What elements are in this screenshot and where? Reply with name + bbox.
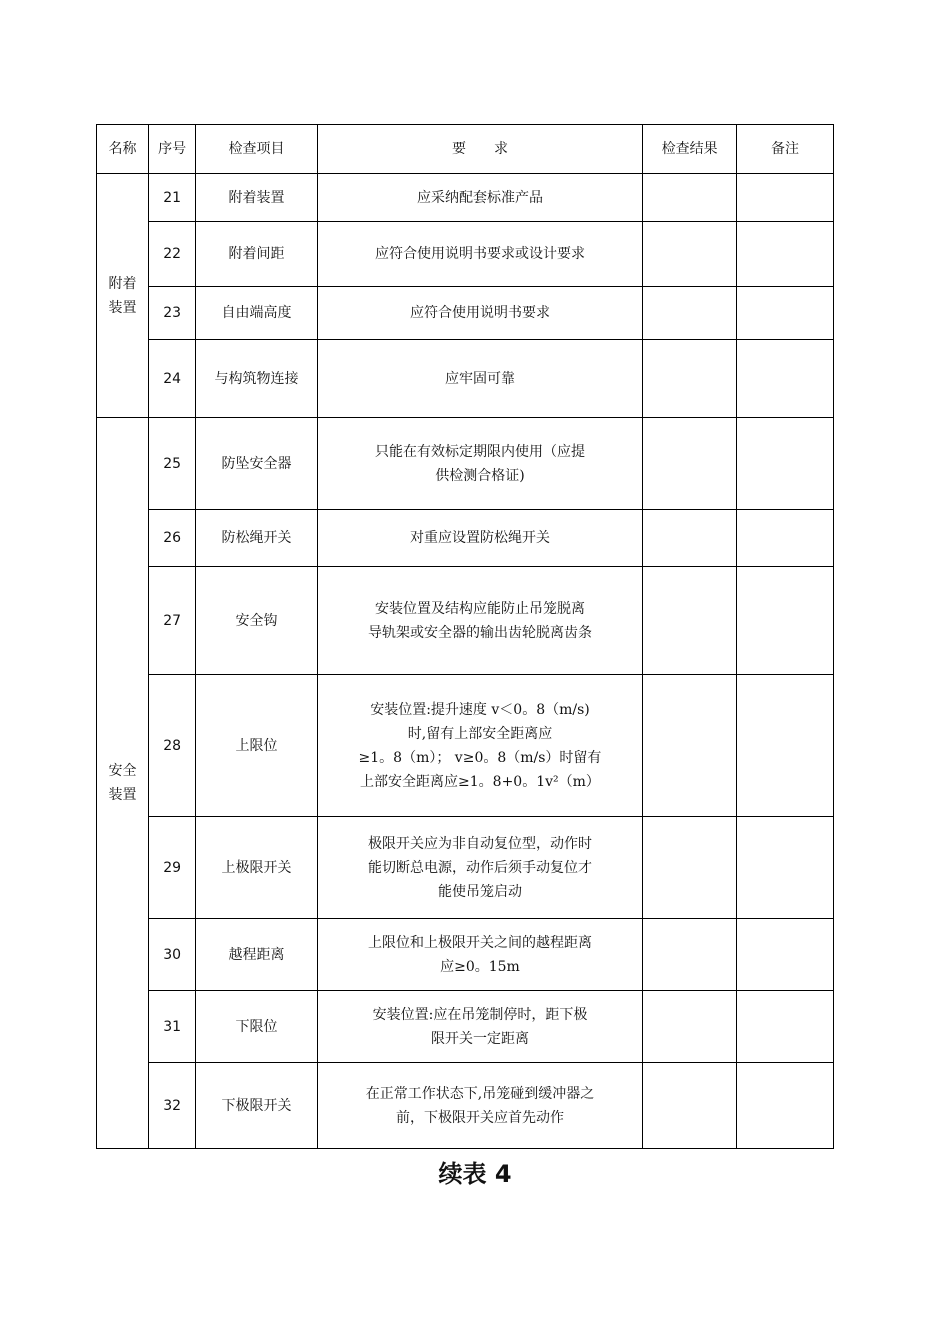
table-row (97, 340, 834, 418)
header-result: 检查结果 (643, 125, 737, 174)
row-number: 26 (148, 510, 195, 567)
row-result (643, 174, 737, 222)
row-requirement (317, 222, 643, 287)
row-requirement (317, 991, 643, 1063)
row-item: 附着间距 (196, 222, 317, 287)
row-requirement (317, 510, 643, 567)
requirement-line: 安装位置:提升速度 v＜0。8（m/s) (370, 701, 590, 718)
inspection-table (96, 124, 834, 1149)
requirement-line: 能使吊笼启动 (437, 883, 522, 900)
table-caption: 续表 4 (438, 1160, 512, 1188)
row-number: 22 (148, 222, 195, 287)
table-row (97, 817, 834, 919)
row-number: 32 (148, 1063, 195, 1149)
table-body (97, 125, 834, 1149)
table-row (97, 919, 834, 991)
row-note (736, 991, 833, 1063)
row-requirement (317, 567, 643, 675)
row-item: 附着装置 (196, 174, 317, 222)
requirement-line: 只能在有效标定期限内使用（应提 (374, 443, 585, 460)
row-result (643, 817, 737, 919)
row-number: 25 (148, 418, 195, 510)
row-result (643, 418, 737, 510)
table-row (97, 174, 834, 222)
row-number: 27 (148, 567, 195, 675)
group-name-line: 安全 (108, 763, 137, 779)
row-result (643, 340, 737, 418)
row-note (736, 287, 833, 340)
requirement-line: 时,留有上部安全距离应 (407, 725, 553, 742)
table-row (97, 418, 834, 510)
row-result (643, 567, 737, 675)
requirement-line: ≥1。8（m）； v≥0。8（m/s）时留有 (358, 749, 602, 766)
row-result (643, 222, 737, 287)
table-row (97, 287, 834, 340)
row-item: 与构筑物连接 (196, 340, 317, 418)
requirement-line: 安装位置:应在吊笼制停时，距下极 (372, 1006, 588, 1023)
requirement-line: 应≥0。15m (440, 958, 520, 975)
row-requirement (317, 287, 643, 340)
header-note: 备注 (736, 125, 833, 174)
row-requirement (317, 675, 643, 817)
row-item: 下极限开关 (196, 1063, 317, 1149)
row-note (736, 919, 833, 991)
group-name-line: 装置 (108, 787, 137, 803)
row-note (736, 340, 833, 418)
header-no: 序号 (148, 125, 195, 174)
row-requirement (317, 340, 643, 418)
table-row (97, 510, 834, 567)
row-number: 31 (148, 991, 195, 1063)
row-requirement (317, 919, 643, 991)
row-item: 上极限开关 (196, 817, 317, 919)
row-item: 防松绳开关 (196, 510, 317, 567)
row-note (736, 675, 833, 817)
row-number: 29 (148, 817, 195, 919)
group-name-cell (97, 418, 149, 1149)
requirement-line: 能切断总电源，动作后须手动复位才 (367, 859, 592, 876)
row-note (736, 510, 833, 567)
table-row (97, 567, 834, 675)
requirement-line: 应符合使用说明书要求 (409, 305, 550, 321)
row-requirement (317, 418, 643, 510)
row-note (736, 418, 833, 510)
group-name-cell (97, 174, 149, 418)
header-name: 名称 (97, 125, 149, 174)
row-item: 自由端高度 (196, 287, 317, 340)
row-requirement (317, 817, 643, 919)
row-result (643, 1063, 737, 1149)
row-result (643, 287, 737, 340)
table-row (97, 991, 834, 1063)
header-requirement: 要 求 (317, 125, 643, 174)
row-note (736, 174, 833, 222)
group-name-line: 附着 (108, 275, 137, 292)
row-item: 下限位 (196, 991, 317, 1063)
row-requirement (317, 174, 643, 222)
requirement-line: 极限开关应为非自动复位型，动作时 (367, 835, 592, 852)
row-item: 上限位 (196, 675, 317, 817)
row-result (643, 991, 737, 1063)
row-number: 21 (148, 174, 195, 222)
row-result (643, 919, 737, 991)
row-result (643, 675, 737, 817)
row-note (736, 817, 833, 919)
requirement-line: 应牢固可靠 (444, 370, 515, 387)
row-note (736, 1063, 833, 1149)
row-item: 安全钩 (196, 567, 317, 675)
group-name-line: 装置 (108, 299, 137, 316)
requirement-line: 安装位置及结构应能防止吊笼脱离 (374, 600, 585, 617)
row-number: 28 (148, 675, 195, 817)
row-note (736, 567, 833, 675)
row-item: 防坠安全器 (196, 418, 317, 510)
row-note (736, 222, 833, 287)
requirement-line: 前，下极限开关应首先动作 (395, 1109, 564, 1126)
requirement-line: 对重应设置防松绳开关 (409, 530, 550, 546)
table-row (97, 222, 834, 287)
requirement-line: 应采纳配套标准产品 (416, 189, 543, 206)
row-number: 23 (148, 287, 195, 340)
table-row (97, 1063, 834, 1149)
row-number: 24 (148, 340, 195, 418)
requirement-line: 限开关一定距离 (430, 1030, 529, 1047)
requirement-line: 供检测合格证) (435, 467, 525, 484)
requirement-line: 上限位和上极限开关之间的越程距离 (367, 934, 592, 951)
requirement-line: 导轨架或安全器的输出齿轮脱离齿条 (367, 624, 592, 641)
requirement-line: 应符合使用说明书要求或设计要求 (374, 246, 585, 262)
header-row (97, 125, 834, 174)
row-result (643, 510, 737, 567)
header-item: 检查项目 (196, 125, 317, 174)
table-row (97, 675, 834, 817)
row-item: 越程距离 (196, 919, 317, 991)
row-number: 30 (148, 919, 195, 991)
requirement-line: 上部安全距离应≥1。8+0。1v²（m） (360, 773, 600, 790)
row-requirement (317, 1063, 643, 1149)
requirement-line: 在正常工作状态下,吊笼碰到缓冲器之 (365, 1085, 595, 1102)
